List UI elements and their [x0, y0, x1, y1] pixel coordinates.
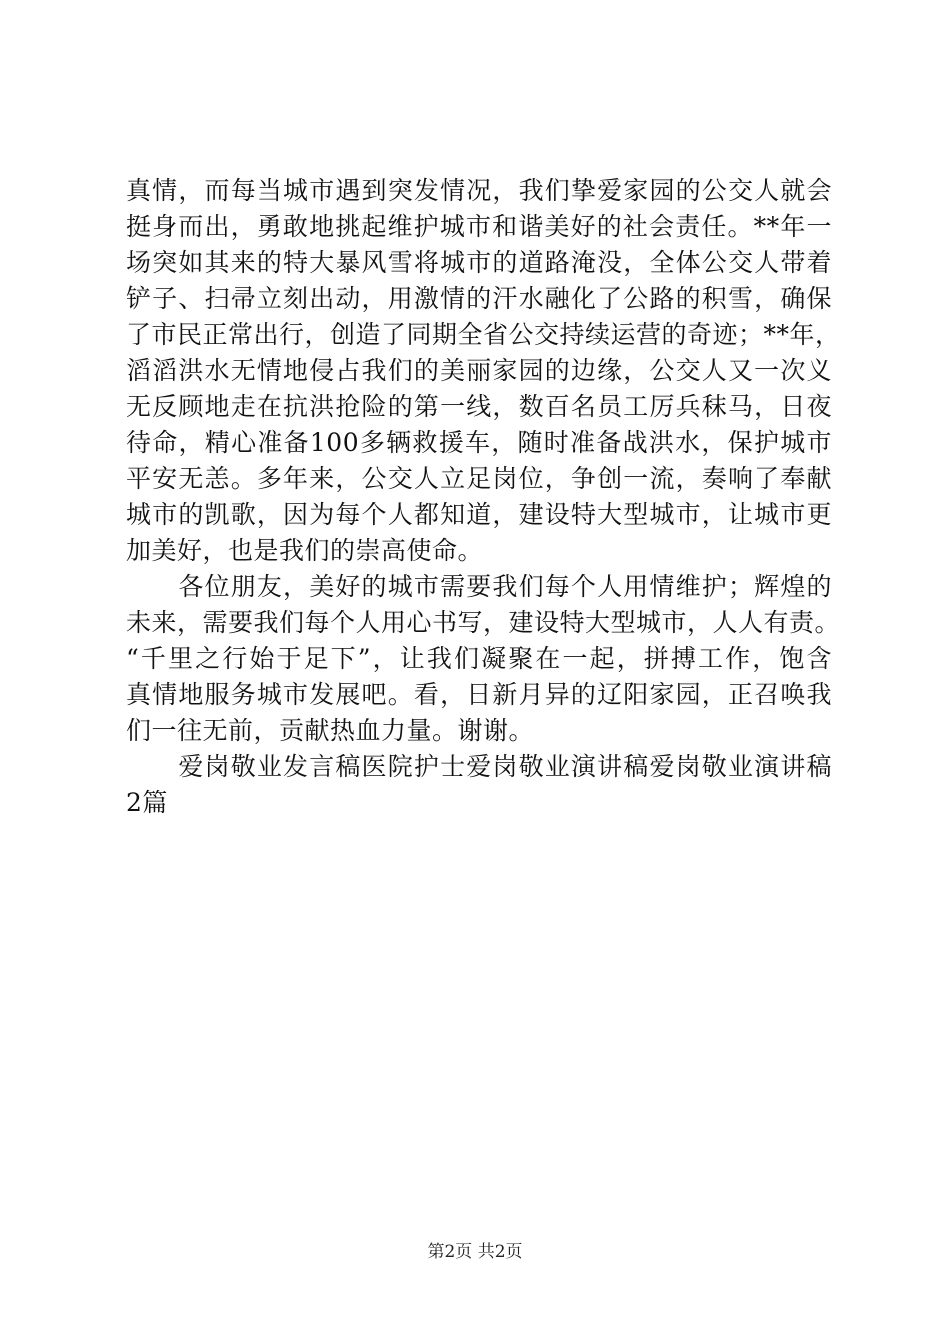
text-line: 爱岗敬业发言稿医院护士爱岗敬业演讲稿爱岗敬业演讲稿 [126, 752, 832, 781]
text-line: 铲子、扫帚立刻出动，用激情的汗水融化了公路的积雪，确保 [126, 284, 832, 313]
body-text [126, 173, 841, 821]
text-line: 未来，需要我们每个人用心书写，建设特大型城市，人人有责。 [126, 608, 841, 637]
text-line: 各位朋友，美好的城市需要我们每个人用情维护；辉煌的 [126, 572, 832, 601]
text-line: 平安无恙。多年来，公交人立足岗位，争创一流，奏响了奉献 [126, 464, 832, 493]
text-line: 了市民正常出行，创造了同期全省公交持续运营的奇迹；**年， [126, 320, 841, 349]
page-number: 第2页 共2页 [427, 1242, 523, 1262]
text-line: 们一往无前，贡献热血力量。谢谢。 [126, 716, 535, 745]
text-line: “千里之行始于足下”，让我们凝聚在一起，拼搏工作，饱含 [126, 644, 832, 673]
text-line: 2篇 [126, 788, 168, 817]
text-line: 挺身而出，勇敢地挑起维护城市和谐美好的社会责任。**年一 [126, 212, 832, 241]
text-line: 待命，精心准备100多辆救援车，随时准备战洪水，保护城市 [126, 428, 832, 457]
text-line: 滔滔洪水无情地侵占我们的美丽家园的边缘，公交人又一次义 [126, 356, 832, 385]
text-line: 城市的凯歌，因为每个人都知道，建设特大型城市，让城市更 [126, 500, 832, 529]
text-line: 无反顾地走在抗洪抢险的第一线，数百名员工厉兵秣马，日夜 [126, 392, 832, 421]
text-line: 真情，而每当城市遇到突发情况，我们挚爱家园的公交人就会 [126, 176, 832, 205]
text-line: 加美好，也是我们的崇高使命。 [126, 536, 484, 565]
text-line: 场突如其来的特大暴风雪将城市的道路淹没，全体公交人带着 [126, 248, 832, 277]
text-line: 真情地服务城市发展吧。看，日新月异的辽阳家园，正召唤我 [126, 680, 832, 709]
